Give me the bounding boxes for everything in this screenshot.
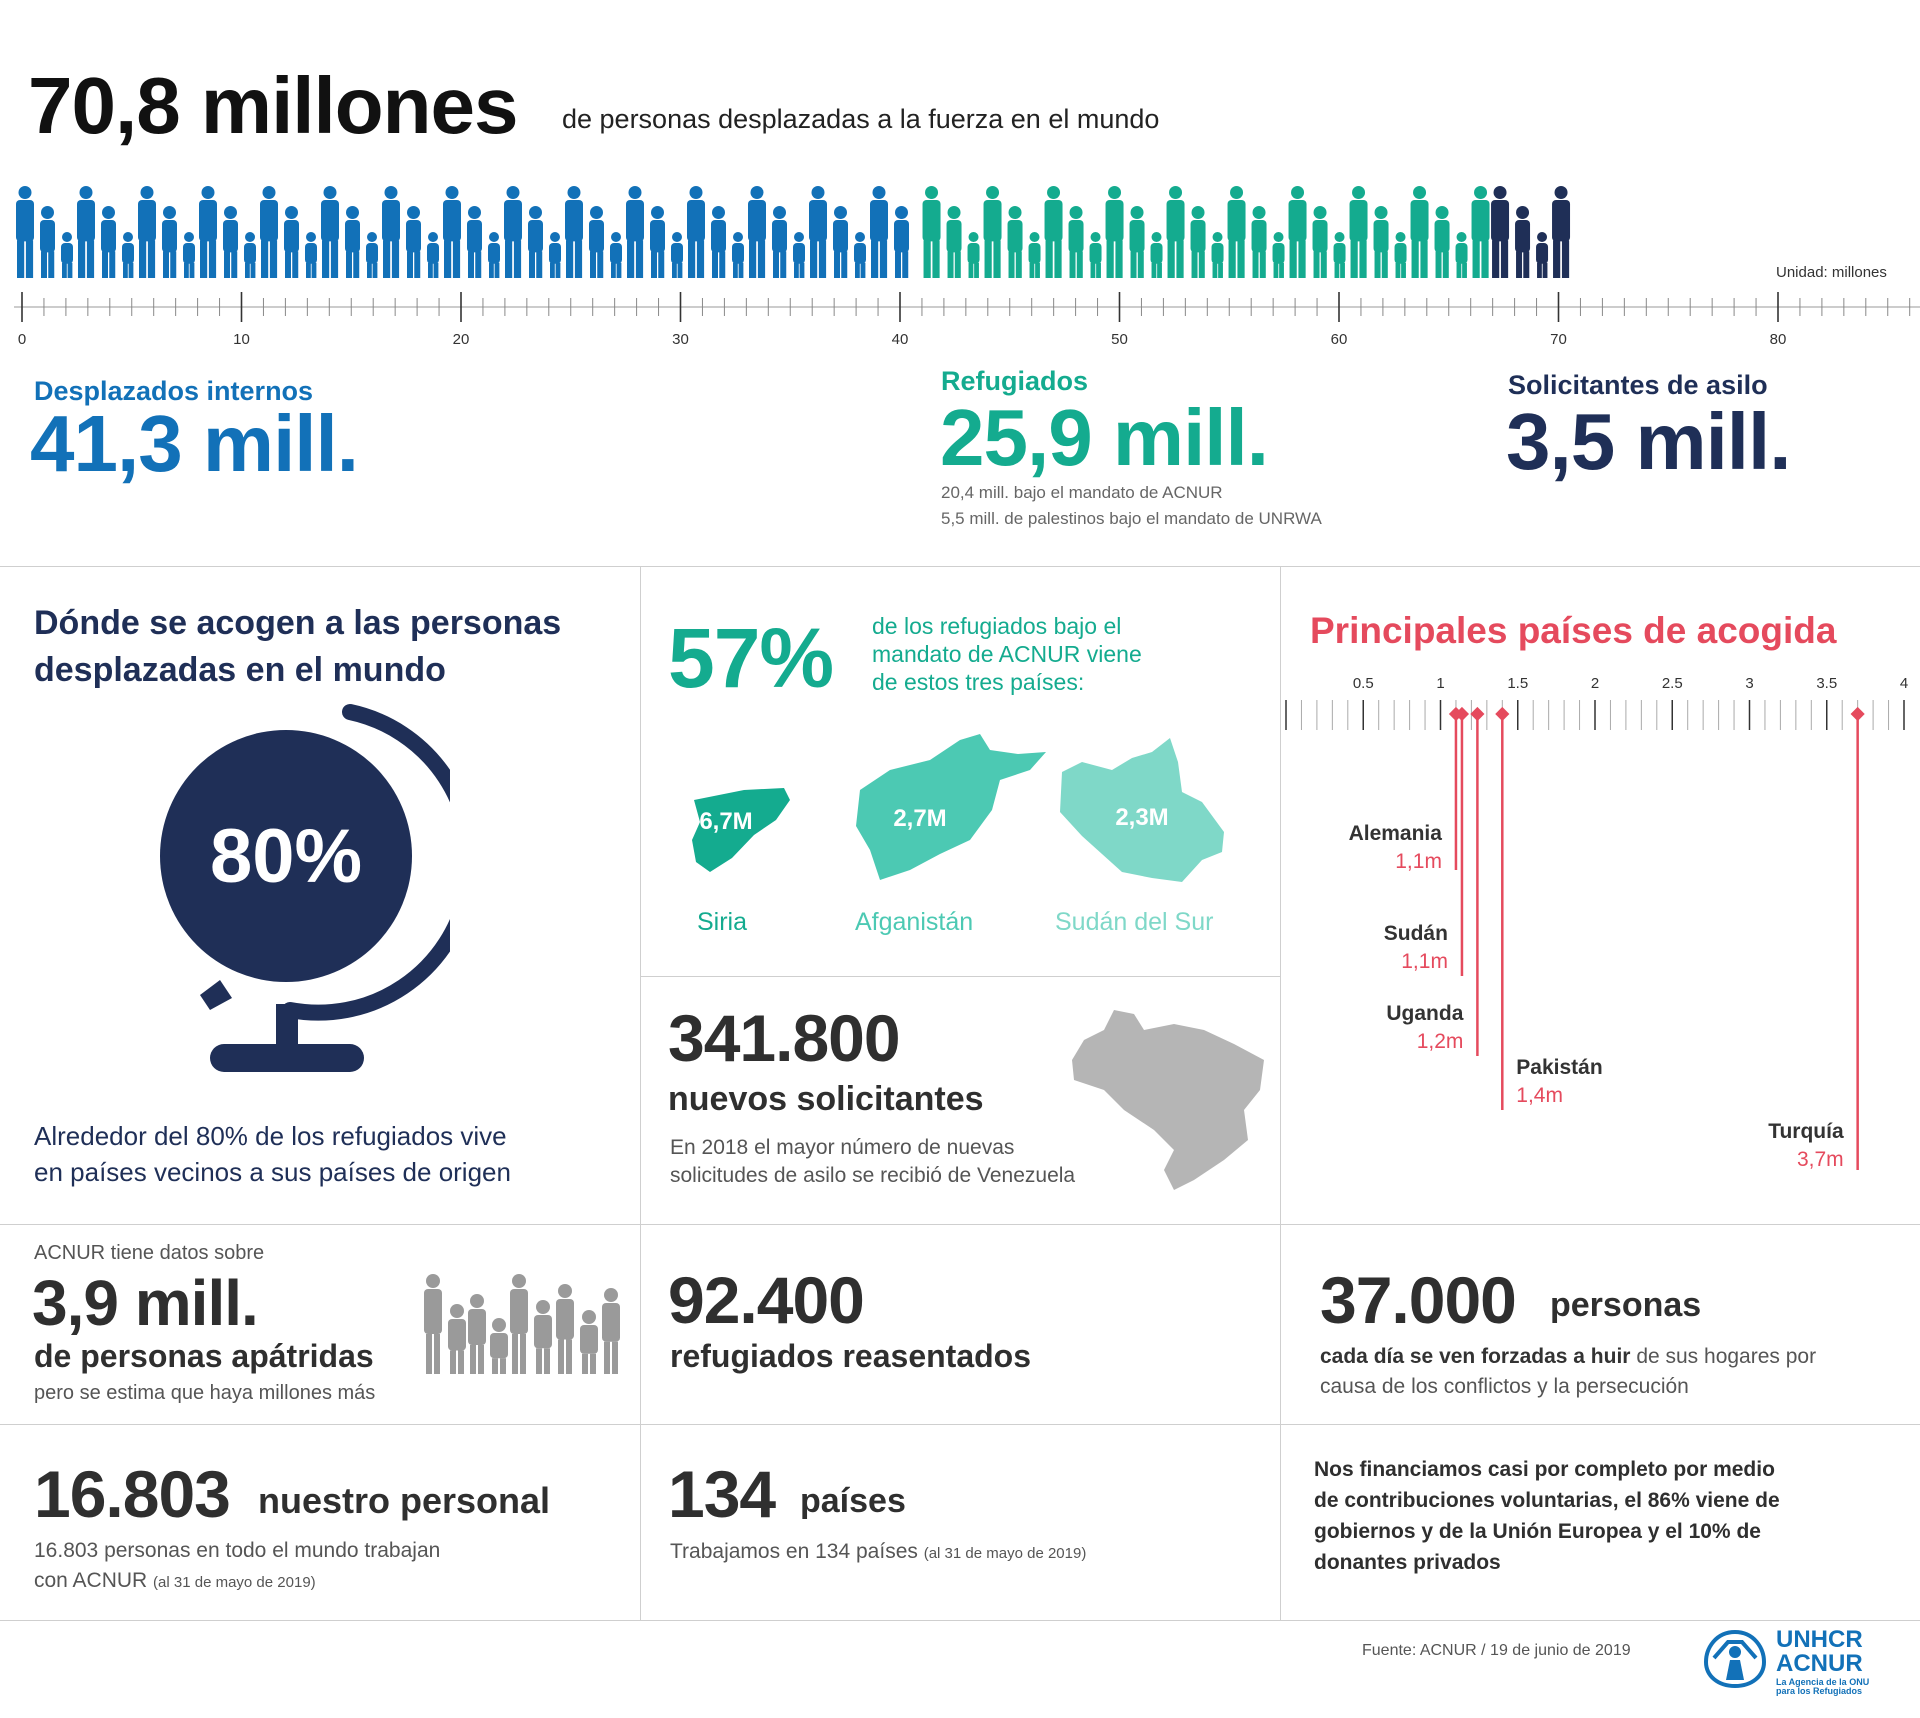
person-silhouette bbox=[424, 1274, 442, 1374]
person-silhouette bbox=[40, 206, 55, 278]
person-silhouette bbox=[1552, 186, 1570, 278]
globe-percent: 80% bbox=[209, 814, 363, 899]
person-silhouette bbox=[1090, 232, 1102, 278]
staff-label: nuestro personal bbox=[258, 1480, 551, 1521]
divider-bottom bbox=[0, 1620, 1920, 1621]
scale-ruler bbox=[14, 288, 1920, 348]
person-silhouette bbox=[1411, 186, 1429, 278]
ruler-tick-label: 0 bbox=[17, 331, 27, 348]
person-silhouette bbox=[711, 206, 726, 278]
hosts-axis-label: 1.5 bbox=[1507, 675, 1529, 692]
person-silhouette bbox=[77, 186, 95, 278]
host-country-mark bbox=[1383, 707, 1484, 1056]
person-silhouette bbox=[1029, 232, 1041, 278]
afghanistan-map bbox=[850, 730, 1050, 886]
person-silhouette bbox=[1069, 206, 1084, 278]
person-silhouette bbox=[427, 232, 439, 278]
person-silhouette bbox=[947, 206, 962, 278]
stateless-family-silhouettes bbox=[424, 1270, 630, 1376]
staff-date: (al 31 de mayo de 2019) bbox=[153, 1574, 316, 1591]
staff-text bbox=[34, 1536, 440, 1598]
resettled-value: 92.400 bbox=[668, 1263, 864, 1337]
person-silhouette bbox=[260, 186, 278, 278]
hosting-title-line-1: Dónde se acogen a las personas bbox=[34, 604, 562, 642]
person-silhouette bbox=[406, 206, 421, 278]
person-silhouette bbox=[1374, 206, 1389, 278]
divider-col-1 bbox=[640, 566, 641, 1620]
logo-unhcr: UNHCR bbox=[1776, 1626, 1863, 1653]
person-silhouette bbox=[923, 186, 941, 278]
idp-value: 41,3 mill. bbox=[30, 399, 358, 488]
person-silhouette bbox=[1491, 186, 1509, 278]
person-silhouette bbox=[870, 186, 888, 278]
hosts-axis-label: 0.5 bbox=[1352, 675, 1374, 692]
person-silhouette bbox=[1273, 232, 1285, 278]
origin-text-line-1: de los refugiados bajo el bbox=[872, 613, 1122, 639]
person-silhouette bbox=[101, 206, 116, 278]
stateless-note: pero se estima que haya millones más bbox=[34, 1382, 376, 1404]
host-country-mark bbox=[1495, 707, 1602, 1110]
host-country-value: 3,7m bbox=[1796, 1148, 1844, 1171]
person-silhouette bbox=[589, 206, 604, 278]
hosting-caption-line-2: en países vecinos a sus países de origen bbox=[34, 1157, 511, 1187]
syria-name: Siria bbox=[697, 908, 748, 936]
person-silhouette bbox=[162, 206, 177, 278]
divider-mid-c bbox=[0, 1424, 1920, 1425]
staff-value: 16.803 bbox=[34, 1457, 230, 1531]
person-silhouette bbox=[1130, 206, 1145, 278]
person-silhouette bbox=[1456, 232, 1468, 278]
person-silhouette bbox=[1106, 186, 1124, 278]
person-silhouette bbox=[748, 186, 766, 278]
ruler-tick-label: 80 bbox=[1769, 331, 1787, 348]
afghanistan-name: Afganistán bbox=[855, 908, 974, 936]
refugees-value: 25,9 mill. bbox=[940, 393, 1268, 482]
divider-top bbox=[0, 566, 1920, 567]
unhcr-logo-icon bbox=[1700, 1628, 1770, 1690]
person-silhouette bbox=[1151, 232, 1163, 278]
person-silhouette bbox=[199, 186, 217, 278]
person-silhouette bbox=[1008, 206, 1023, 278]
south-sudan-name: Sudán del Sur bbox=[1055, 908, 1214, 936]
stateless-intro: ACNUR tiene datos sobre bbox=[34, 1242, 265, 1264]
origin-text-line-3: de estos tres países: bbox=[872, 669, 1085, 695]
divider-mid-a bbox=[640, 976, 1280, 977]
new-asylum-text-line-2: solicitudes de asilo se recibió de Venezuela bbox=[670, 1164, 1076, 1187]
stateless-value: 3,9 mill. bbox=[32, 1267, 258, 1339]
daily-text bbox=[1320, 1342, 1816, 1402]
asylum-label: Solicitantes de asilo bbox=[1508, 370, 1768, 400]
person-silhouette bbox=[1045, 186, 1063, 278]
funding-line-4: donantes privados bbox=[1314, 1551, 1501, 1574]
countries-label: países bbox=[800, 1482, 906, 1520]
person-silhouette bbox=[1350, 186, 1368, 278]
person-silhouette bbox=[732, 232, 744, 278]
ruler-tick-label: 30 bbox=[672, 331, 689, 348]
person-silhouette bbox=[1252, 206, 1267, 278]
origin-text bbox=[872, 612, 1142, 696]
person-silhouette bbox=[1435, 206, 1450, 278]
ruler-tick-label: 50 bbox=[1111, 331, 1128, 348]
person-silhouette bbox=[382, 186, 400, 278]
person-silhouette bbox=[284, 206, 299, 278]
idp-label: Desplazados internos bbox=[34, 376, 314, 406]
person-silhouette bbox=[528, 206, 543, 278]
hosts-axis-label: 3 bbox=[1745, 675, 1754, 692]
unit-label: Unidad: millones bbox=[1776, 264, 1887, 281]
person-silhouette bbox=[984, 186, 1002, 278]
syria-value: 6,7M bbox=[699, 808, 753, 835]
countries-text-main: Trabajamos en 134 países bbox=[670, 1540, 918, 1563]
host-country-name: Alemania bbox=[1348, 822, 1442, 845]
host-country-name: Turquía bbox=[1768, 1120, 1844, 1143]
person-silhouette bbox=[894, 206, 909, 278]
host-country-mark bbox=[1349, 707, 1463, 873]
crowd-silhouettes bbox=[14, 180, 1604, 280]
person-silhouette bbox=[602, 1288, 620, 1374]
person-silhouette bbox=[448, 1304, 466, 1374]
logo-tag-1: La Agencia de la ONU bbox=[1776, 1677, 1870, 1687]
person-silhouette bbox=[1472, 186, 1490, 278]
person-silhouette bbox=[61, 232, 73, 278]
person-silhouette bbox=[510, 1274, 528, 1374]
new-asylum-text bbox=[670, 1134, 1075, 1190]
south-sudan-map bbox=[1052, 732, 1232, 888]
person-silhouette bbox=[534, 1300, 552, 1374]
daily-text-bold: cada día se ven forzadas a huir bbox=[1320, 1345, 1631, 1368]
person-silhouette bbox=[772, 206, 787, 278]
person-silhouette bbox=[549, 232, 561, 278]
afghanistan-value: 2,7M bbox=[893, 805, 947, 832]
new-asylum-value: 341.800 bbox=[668, 1001, 900, 1075]
host-country-value: 1,1m bbox=[1401, 950, 1448, 973]
refugees-label: Refugiados bbox=[941, 366, 1089, 396]
ruler-tick-label: 60 bbox=[1330, 331, 1348, 348]
host-country-value: 1,2m bbox=[1416, 1030, 1464, 1053]
person-silhouette bbox=[1313, 206, 1328, 278]
globe-icon bbox=[150, 700, 450, 1080]
staff-text-line-1: 16.803 personas en todo el mundo trabajan bbox=[34, 1539, 441, 1562]
person-silhouette bbox=[671, 232, 683, 278]
person-silhouette bbox=[467, 206, 482, 278]
divider-mid-b bbox=[0, 1224, 1920, 1225]
host-country-mark bbox=[1768, 707, 1865, 1171]
source-note: Fuente: ACNUR / 19 de junio de 2019 bbox=[1362, 1642, 1631, 1659]
person-silhouette bbox=[556, 1284, 574, 1374]
hosts-axis-label: 3.5 bbox=[1816, 675, 1838, 692]
countries-text bbox=[670, 1540, 1086, 1564]
new-asylum-text-line-1: En 2018 el mayor número de nuevas bbox=[670, 1136, 1015, 1159]
person-silhouette bbox=[443, 186, 461, 278]
asylum-value: 3,5 mill. bbox=[1506, 397, 1791, 486]
hosting-caption bbox=[34, 1118, 511, 1190]
person-silhouette bbox=[854, 232, 866, 278]
syria-map bbox=[684, 780, 794, 880]
person-silhouette bbox=[650, 206, 665, 278]
countries-value: 134 bbox=[668, 1457, 776, 1531]
person-silhouette bbox=[16, 186, 34, 278]
hosting-title bbox=[34, 600, 561, 694]
funding-line-1: Nos financiamos casi por completo por medio bbox=[1314, 1458, 1775, 1481]
daily-unit: personas bbox=[1550, 1286, 1702, 1324]
unhcr-logo bbox=[1776, 1628, 1869, 1696]
ruler-tick-label: 20 bbox=[452, 331, 470, 348]
person-silhouette bbox=[122, 232, 134, 278]
hosts-axis-label: 2.5 bbox=[1661, 675, 1683, 692]
person-silhouette bbox=[183, 232, 195, 278]
funding-text bbox=[1314, 1454, 1780, 1578]
person-silhouette bbox=[305, 232, 317, 278]
person-silhouette bbox=[490, 1318, 508, 1374]
person-silhouette bbox=[833, 206, 848, 278]
person-silhouette bbox=[138, 186, 156, 278]
person-silhouette bbox=[1334, 232, 1346, 278]
person-silhouette bbox=[610, 232, 622, 278]
south-sudan-value: 2,3M bbox=[1115, 804, 1169, 831]
ruler-tick-label: 10 bbox=[233, 331, 250, 348]
refugees-note-2: 5,5 mill. de palestinos bajo el mandato de UNRWA bbox=[941, 509, 1322, 528]
person-silhouette bbox=[468, 1294, 486, 1374]
person-silhouette bbox=[565, 186, 583, 278]
person-silhouette bbox=[1228, 186, 1246, 278]
person-silhouette bbox=[1515, 206, 1530, 278]
daily-text-line-2: causa de los conflictos y la persecución bbox=[1320, 1375, 1689, 1398]
hosts-title: Principales países de acogida bbox=[1310, 610, 1837, 651]
headline-subtitle: de personas desplazadas a la fuerza en el mundo bbox=[562, 104, 1160, 134]
staff-text-line-2: con ACNUR bbox=[34, 1569, 148, 1592]
headline: 70,8 millones bbox=[28, 61, 518, 150]
new-asylum-label: nuevos solicitantes bbox=[668, 1080, 984, 1118]
person-silhouette bbox=[1289, 186, 1307, 278]
person-silhouette bbox=[223, 206, 238, 278]
ruler-tick-label: 40 bbox=[891, 331, 909, 348]
person-silhouette bbox=[580, 1310, 598, 1374]
host-country-name: Sudán bbox=[1383, 922, 1448, 945]
hosting-title-line-2: desplazadas en el mundo bbox=[34, 651, 446, 689]
host-country-value: 1,4m bbox=[1516, 1084, 1563, 1107]
person-silhouette bbox=[321, 186, 339, 278]
origin-percent: 57% bbox=[668, 611, 834, 705]
resettled-label: refugiados reasentados bbox=[670, 1338, 1031, 1374]
daily-value: 37.000 bbox=[1320, 1263, 1516, 1337]
person-silhouette bbox=[345, 206, 360, 278]
person-silhouette bbox=[687, 186, 705, 278]
venezuela-map bbox=[1064, 1000, 1274, 1196]
origin-text-line-2: mandato de ACNUR viene bbox=[872, 641, 1142, 667]
refugees-note-1: 20,4 mill. bajo el mandato de ACNUR bbox=[941, 483, 1223, 502]
funding-line-2: de contribuciones voluntarias, el 86% viene de bbox=[1314, 1489, 1780, 1512]
hosts-chart bbox=[1280, 664, 1920, 1184]
person-silhouette bbox=[504, 186, 522, 278]
host-country-name: Pakistán bbox=[1516, 1056, 1603, 1079]
person-silhouette bbox=[366, 232, 378, 278]
daily-text-rest: de sus hogares por bbox=[1636, 1345, 1817, 1368]
person-silhouette bbox=[1536, 232, 1548, 278]
person-silhouette bbox=[968, 232, 980, 278]
hosts-axis-label: 4 bbox=[1899, 675, 1909, 692]
person-silhouette bbox=[1212, 232, 1224, 278]
person-silhouette bbox=[626, 186, 644, 278]
stateless-label: de personas apátridas bbox=[34, 1338, 374, 1374]
person-silhouette bbox=[1191, 206, 1206, 278]
person-silhouette bbox=[488, 232, 500, 278]
person-silhouette bbox=[1167, 186, 1185, 278]
person-silhouette bbox=[1395, 232, 1407, 278]
funding-line-3: gobiernos y de la Unión Europea y el 10% de bbox=[1314, 1520, 1761, 1543]
ruler-tick-label: 70 bbox=[1550, 331, 1567, 348]
countries-date: (al 31 de mayo de 2019) bbox=[923, 1545, 1087, 1562]
person-silhouette bbox=[244, 232, 256, 278]
logo-tag-2: para los Refugiados bbox=[1776, 1686, 1863, 1696]
person-silhouette bbox=[809, 186, 827, 278]
host-country-value: 1,1m bbox=[1395, 850, 1442, 873]
hosts-axis-label: 1 bbox=[1436, 675, 1445, 692]
hosting-caption-line-1: Alrededor del 80% de los refugiados vive bbox=[34, 1121, 507, 1151]
host-country-name: Uganda bbox=[1386, 1002, 1464, 1025]
hosts-axis-label: 2 bbox=[1590, 675, 1600, 692]
logo-acnur: ACNUR bbox=[1776, 1650, 1863, 1677]
person-silhouette bbox=[793, 232, 805, 278]
